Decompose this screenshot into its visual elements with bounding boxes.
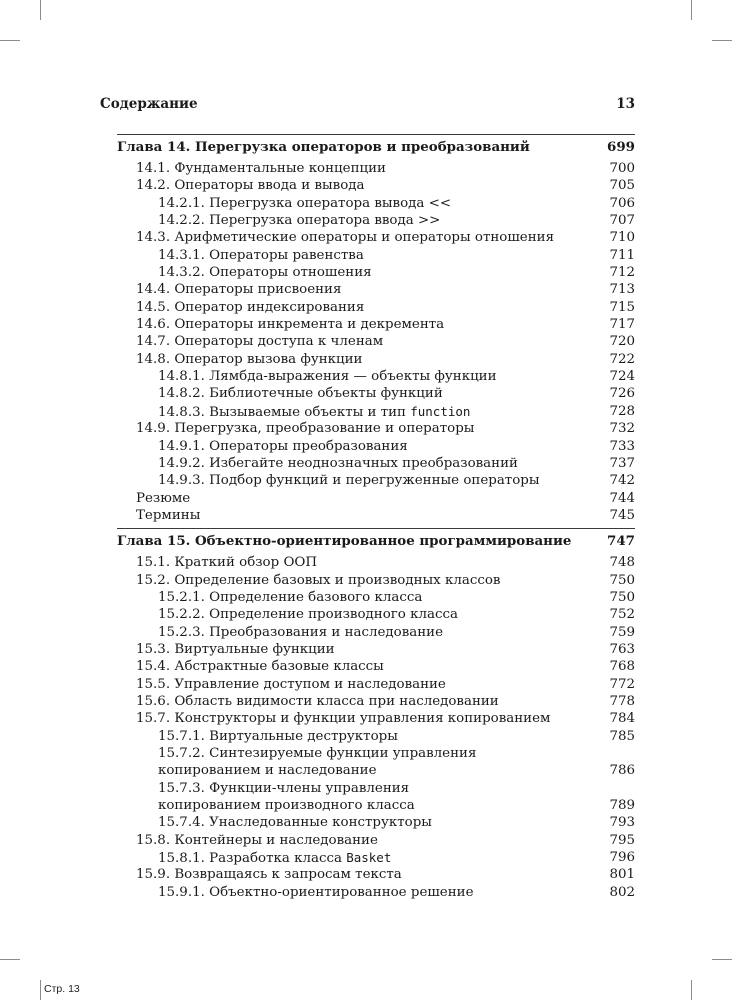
toc-entry-page-number: 700 xyxy=(609,161,635,176)
toc-entry-title-text: 15.8. Контейнеры и наследование xyxy=(136,832,378,848)
toc-entry-page-number: 707 xyxy=(609,213,635,229)
toc-entry-title xyxy=(158,438,408,455)
toc-entry xyxy=(117,745,635,780)
table-of-contents xyxy=(117,130,635,901)
toc-entry-page-number: 733 xyxy=(609,438,635,454)
toc-entry-title xyxy=(158,728,398,745)
toc-entry-title-text: 14.8.1. Лямбда-выражения — объекты функции xyxy=(158,369,497,385)
toc-entry xyxy=(117,385,635,402)
toc-entry xyxy=(117,160,635,177)
toc-entry-title xyxy=(136,333,383,350)
toc-entry-title-text: 15.2.1. Определение базового класса xyxy=(158,589,423,605)
running-head xyxy=(100,96,635,114)
toc-entry-title xyxy=(158,385,443,402)
toc-entry-page-number: 726 xyxy=(609,386,635,402)
toc-entry-title-text: 15.7.3. Функции-члены управления копированием производного класса xyxy=(158,780,415,814)
toc-entry-page-number: 786 xyxy=(609,763,635,779)
toc-chapter-entry xyxy=(117,134,635,160)
toc-entry-title-text: 14.6. Операторы инкремента и декремента xyxy=(136,317,445,333)
toc-entry-page-number: 768 xyxy=(609,659,635,675)
toc-entry-title-text: 14.9.1. Операторы преобразования xyxy=(158,438,408,454)
toc-entry-page-number: 737 xyxy=(609,455,635,471)
toc-entry-page-number: 706 xyxy=(609,195,635,211)
toc-entry xyxy=(117,606,635,623)
toc-entry xyxy=(117,281,635,298)
running-head-title: Содержание xyxy=(100,96,198,112)
toc-entry-title-text: 15.1. Краткий обзор ООП xyxy=(136,555,318,571)
toc-entry-page-number: 722 xyxy=(609,351,635,367)
toc-entry xyxy=(117,403,635,420)
toc-entry-title-text: Резюме xyxy=(136,490,191,506)
toc-entry-title-text: 14.5. Оператор индексирования xyxy=(136,299,365,315)
toc-entry-page-number: 750 xyxy=(609,572,635,588)
toc-entry-title xyxy=(136,554,317,571)
toc-entry-title-text: 15.9. Возвращаясь к запросам текста xyxy=(136,867,402,883)
toc-entry-title xyxy=(136,316,444,333)
toc-entry-page-number: 785 xyxy=(609,728,635,744)
page-footer-label: Стр. 13 xyxy=(44,983,80,995)
toc-entry-title xyxy=(136,160,386,177)
toc-entry-title xyxy=(117,135,530,160)
running-head-page-number: 13 xyxy=(616,96,635,112)
toc-entry-title xyxy=(136,676,446,693)
toc-entry-page-number: 763 xyxy=(609,641,635,657)
toc-entry-title xyxy=(136,866,402,883)
toc-entry-title xyxy=(158,589,422,606)
toc-entry-title xyxy=(136,490,190,507)
toc-entry-code-term: Basket xyxy=(346,850,392,866)
toc-entry-title-text: 14.8. Оператор вызова функции xyxy=(136,351,363,367)
toc-entry-code-term: function xyxy=(410,403,471,419)
toc-entry-title xyxy=(158,455,518,472)
toc-chapter-entry xyxy=(117,528,635,554)
toc-entry xyxy=(117,710,635,727)
toc-entry xyxy=(117,264,635,281)
toc-entry-page-number: 712 xyxy=(609,265,635,281)
toc-entry-title xyxy=(136,832,378,849)
toc-entry-page-number: 705 xyxy=(609,178,635,194)
toc-entry-title-text: 15.6. Область видимости класса при наследовании xyxy=(136,693,499,709)
toc-entry-title xyxy=(136,177,365,194)
toc-entry-title xyxy=(136,693,499,710)
toc-entry xyxy=(117,229,635,246)
toc-entry-page-number: 748 xyxy=(609,555,635,571)
toc-entry xyxy=(117,572,635,589)
toc-entry-page-number: 732 xyxy=(609,421,635,437)
toc-entry-title xyxy=(158,368,497,385)
toc-entry xyxy=(117,316,635,333)
toc-entry-title-text: Термины xyxy=(136,507,201,523)
toc-entry xyxy=(117,814,635,831)
toc-entry-title-text: 15.3. Виртуальные функции xyxy=(136,641,335,657)
toc-entry-title xyxy=(136,710,550,727)
toc-entry-title-text: 14.1. Фундаментальные концепции xyxy=(136,161,386,176)
toc-entry-title xyxy=(158,745,478,780)
toc-entry-title-text: 14.9.3. Подбор функций и перегруженные операторы xyxy=(158,473,540,489)
toc-entry xyxy=(117,455,635,472)
toc-entry xyxy=(117,693,635,710)
toc-entry-title xyxy=(158,403,470,421)
toc-entry-page-number: 795 xyxy=(609,832,635,848)
toc-entry-title xyxy=(136,420,474,437)
toc-entry-title xyxy=(136,572,500,589)
toc-entry-title xyxy=(158,624,443,641)
toc-entry-page-number: 789 xyxy=(609,798,635,814)
toc-entry-title-text: Глава 15. Объектно-ориентированное программирование xyxy=(117,533,572,550)
toc-entry-page-number: 802 xyxy=(609,884,635,900)
toc-entry-title-text: 15.2.3. Преобразования и наследование xyxy=(158,624,444,640)
toc-entry-title xyxy=(158,247,364,264)
toc-entry-page-number: 784 xyxy=(609,711,635,727)
toc-entry-page-number: 699 xyxy=(607,139,635,155)
toc-entry-title-text: 14.8.3. Вызываемые объекты и тип xyxy=(158,404,411,420)
toc-entry-title-text: 15.7.4. Унаследованные конструкторы xyxy=(158,815,432,831)
crop-mark-bottom-left xyxy=(40,980,41,1000)
toc-entry xyxy=(117,368,635,385)
toc-entry xyxy=(117,554,635,571)
crop-mark-top-right xyxy=(691,0,692,20)
toc-entry-title xyxy=(158,849,391,867)
toc-entry xyxy=(117,438,635,455)
toc-entry-title-text: 15.2. Определение базовых и производных классов xyxy=(136,572,501,588)
toc-entry xyxy=(117,420,635,437)
toc-entry-title-text: 14.7. Операторы доступа к членам xyxy=(136,334,384,350)
toc-entry-page-number: 744 xyxy=(609,490,635,506)
toc-entry-page-number: 759 xyxy=(609,624,635,640)
toc-entry xyxy=(117,658,635,675)
toc-entry-page-number: 772 xyxy=(609,676,635,692)
toc-entry-page-number: 742 xyxy=(609,473,635,489)
toc-entry-page-number: 720 xyxy=(609,334,635,350)
crop-mark-right-bottom xyxy=(712,959,732,960)
toc-entry-page-number: 711 xyxy=(609,247,635,263)
toc-entry-title-text: 14.2.1. Перегрузка оператора вывода << xyxy=(158,195,452,211)
toc-entry xyxy=(117,624,635,641)
toc-entry-title-text: 14.3.1. Операторы равенства xyxy=(158,247,364,263)
toc-entry-page-number: 715 xyxy=(609,299,635,315)
toc-entry-title-text: 15.4. Абстрактные базовые классы xyxy=(136,659,384,675)
toc-entry-page-number: 710 xyxy=(609,230,635,246)
toc-entry xyxy=(117,676,635,693)
toc-entry-title xyxy=(158,780,478,815)
toc-entry-title xyxy=(158,606,458,623)
toc-entry-page-number: 724 xyxy=(609,369,635,385)
crop-mark-left-bottom xyxy=(0,959,20,960)
crop-mark-top-left xyxy=(40,0,41,20)
toc-entry-page-number: 801 xyxy=(609,867,635,883)
toc-entry xyxy=(117,299,635,316)
toc-entry-page-number: 793 xyxy=(609,815,635,831)
toc-entry-page-number: 728 xyxy=(609,403,635,419)
toc-entry xyxy=(117,472,635,489)
crop-mark-left-top xyxy=(0,40,20,41)
toc-entry-title xyxy=(158,212,440,229)
toc-entry xyxy=(117,866,635,883)
toc-entry xyxy=(117,832,635,849)
toc-entry-page-number: 747 xyxy=(607,533,635,550)
toc-entry xyxy=(117,849,635,866)
toc-entry-title xyxy=(136,641,335,658)
toc-entry xyxy=(117,195,635,212)
toc-entry xyxy=(117,247,635,264)
toc-entry-page-number: 752 xyxy=(609,607,635,623)
crop-mark-bottom-right xyxy=(691,980,692,1000)
toc-entry-page-number: 796 xyxy=(609,850,635,866)
toc-entry xyxy=(117,641,635,658)
toc-entry-title-text: 15.7. Конструкторы и функции управления копированием xyxy=(136,711,551,727)
toc-entry-title xyxy=(158,264,372,281)
toc-entry-page-number: 745 xyxy=(609,507,635,523)
toc-entry-title xyxy=(136,351,362,368)
toc-entry-title-text: 15.9.1. Объектно-ориентированное решение xyxy=(158,884,474,900)
toc-entry-title xyxy=(158,814,432,831)
toc-entry-page-number: 713 xyxy=(609,282,635,298)
toc-entry-title-text: 14.3.2. Операторы отношения xyxy=(158,265,372,281)
toc-entry-title xyxy=(136,507,200,524)
toc-entry-title xyxy=(158,472,540,489)
toc-entry-title-text: 14.8.2. Библиотечные объекты функций xyxy=(158,386,443,402)
toc-entry-title xyxy=(158,884,474,901)
toc-entry-page-number: 750 xyxy=(609,589,635,605)
toc-entry-title-text: 14.3. Арифметические операторы и операторы отношения xyxy=(136,230,555,246)
toc-entry xyxy=(117,780,635,815)
toc-entry xyxy=(117,589,635,606)
toc-entry-title xyxy=(136,229,554,246)
toc-entry xyxy=(117,507,635,524)
toc-entry xyxy=(117,212,635,229)
toc-entry-title xyxy=(136,299,364,316)
toc-entry-title-text: 14.9. Перегрузка, преобразование и операторы xyxy=(136,421,475,437)
toc-entry xyxy=(117,884,635,901)
crop-mark-right-top xyxy=(712,40,732,41)
toc-entry xyxy=(117,728,635,745)
toc-entry-title xyxy=(136,281,341,298)
toc-entry-title-text: 15.8.1. Разработка класса xyxy=(158,851,347,867)
toc-entry xyxy=(117,490,635,507)
toc-entry-title-text: 14.4. Операторы присвоения xyxy=(136,282,342,298)
toc-entry-title xyxy=(117,529,571,554)
toc-entry xyxy=(117,333,635,350)
toc-entry-title-text: 14.2. Операторы ввода и вывода xyxy=(136,178,365,194)
toc-entry xyxy=(117,177,635,194)
toc-entry-page-number: 778 xyxy=(609,693,635,709)
toc-entry-title-text: Глава 14. Перегрузка операторов и преобразований xyxy=(117,139,530,155)
toc-entry-page-number: 717 xyxy=(609,317,635,333)
toc-entry-title-text: 15.7.2. Синтезируемые функции управления копированием и наследование xyxy=(158,746,477,779)
toc-entry-title-text: 15.2.2. Определение производного класса xyxy=(158,607,458,623)
toc-entry-title xyxy=(136,658,384,675)
toc-entry-title xyxy=(158,195,451,212)
toc-entry xyxy=(117,351,635,368)
toc-entry-title-text: 15.5. Управление доступом и наследование xyxy=(136,676,446,692)
toc-entry-title-text: 14.2.2. Перегрузка оператора ввода >> xyxy=(158,213,441,229)
toc-entry-title-text: 14.9.2. Избегайте неоднозначных преобразований xyxy=(158,455,518,471)
toc-entry-title-text: 15.7.1. Виртуальные деструкторы xyxy=(158,728,398,744)
